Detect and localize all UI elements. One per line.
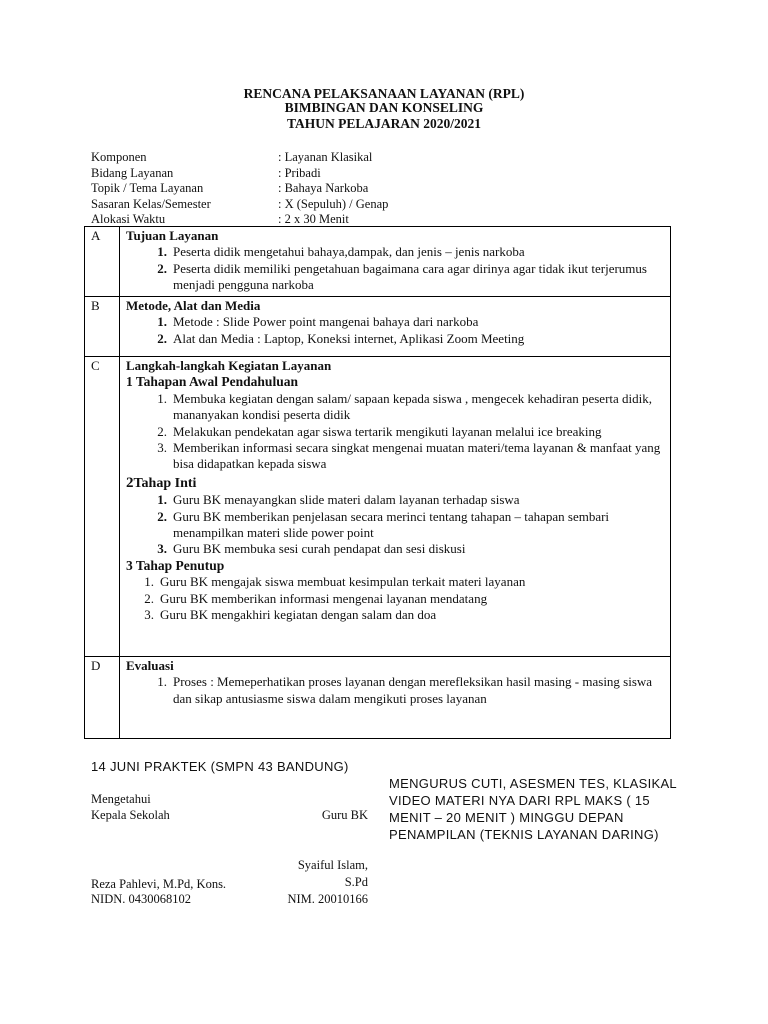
list-number: 1. [157, 314, 167, 330]
info-block [91, 150, 388, 228]
section-letter: D [85, 657, 120, 739]
stage-title: 1 Tahapan Awal Pendahuluan [126, 374, 298, 390]
info-key: Komponen [91, 150, 147, 164]
list-text: Membuka kegiatan dengan salam/ sapaan kepada siswa , mengecek kehadiran peserta didik, mananyakan kondisi peserta didik [173, 390, 653, 423]
list-item [126, 509, 664, 542]
section-letter: B [85, 297, 120, 357]
list-item [126, 607, 664, 623]
info-row [91, 197, 388, 213]
list-number: 2. [157, 423, 167, 439]
list-text: Memberikan informasi secara singkat mengenai muatan materi/tema layanan & manfaat yang bisa didapatkan kepada siswa [173, 440, 661, 472]
list-number: 2. [157, 260, 167, 276]
list-item [126, 424, 664, 440]
info-key: Topik / Tema Layanan [91, 181, 204, 195]
list-number: 3. [157, 440, 167, 456]
sign-kepala-name: Reza Pahlevi, M.Pd, Kons. [91, 877, 227, 891]
info-value: : Pribadi [278, 165, 321, 180]
rpl-table [84, 226, 671, 739]
list-text: Guru BK mengakhiri kegiatan dengan salam dan doa [160, 607, 437, 623]
list-item [126, 591, 664, 607]
list-text: Metode : Slide Power point mangenai bahaya dari narkoba [173, 314, 479, 330]
section-row-c [85, 357, 671, 657]
stage-title [126, 475, 664, 492]
info-key: Alokasi Waktu [91, 212, 166, 226]
section-content [120, 357, 671, 657]
section-row-b [85, 297, 671, 357]
list-text: Guru BK memberikan informasi mengenai layanan mendatang [160, 590, 488, 606]
section-heading: Tujuan Layanan [126, 228, 219, 243]
sign-kepala-id: NIDN. 0430068102 [91, 892, 191, 906]
list-item [126, 674, 664, 707]
list-text: Guru BK mengajak siswa membuat kesimpulan terkait materi layanan [160, 574, 526, 590]
list-item [126, 492, 664, 508]
section-heading: Evaluasi [126, 658, 174, 673]
list-number: 3. [144, 607, 154, 623]
sign-mengetahui: Mengetahui [91, 792, 151, 806]
list-number: 1. [157, 492, 167, 508]
info-value: : X (Sepuluh) / Genap [278, 196, 389, 211]
info-key: Sasaran Kelas/Semester [91, 196, 211, 211]
list-text: Peserta didik memiliki pengetahuan bagaimana cara agar dirinya agar tidak ikut terjerumus menjadi pengguna narkoba [173, 260, 647, 293]
list-text: Guru BK memberikan penjelasan secara merinci tentang tahapan – tahapan sembari menampilkan materi slide power point [173, 508, 610, 541]
list-number: 2. [157, 508, 167, 524]
list-number: 1. [144, 574, 154, 590]
section-content [120, 227, 671, 297]
list-item [126, 314, 664, 330]
sign-guru-id: NIM. 20010166 [287, 892, 368, 906]
stage-number: 2 [126, 474, 134, 491]
section-content [120, 297, 671, 357]
list-number: 2. [144, 590, 154, 606]
sign-guru-name-2: S.Pd [344, 875, 368, 889]
list-item [126, 541, 664, 557]
info-key: Bidang Layanan [91, 165, 174, 180]
info-row [91, 181, 388, 197]
list-item [126, 331, 664, 347]
list-text: Guru BK menayangkan slide materi dalam layanan terhadap siswa [173, 492, 520, 508]
sign-guru-name-1: Syaiful Islam, [297, 858, 368, 872]
side-note: MENGURUS CUTI, ASESMEN TES, KLASIKAL VIDEO MATERI NYA DARI RPL MAKS ( 15 MENIT – 20 MENIT ) MINGGU DEPAN PENAMPILAN (TEKNIS LAYANAN DARING) [389, 776, 677, 842]
list-item [126, 244, 664, 260]
info-value: : Layanan Klasikal [278, 150, 373, 164]
section-letter: C [85, 357, 120, 657]
list-text: Melakukan pendekatan agar siswa tertarik mengikuti layanan melalui ice breaking [173, 423, 602, 439]
list-number: 3. [157, 541, 167, 557]
info-row [91, 166, 388, 182]
section-letter: A [85, 227, 120, 297]
list-text: Guru BK membuka sesi curah pendapat dan sesi diskusi [173, 541, 466, 557]
list-item [126, 261, 664, 294]
practice-note: 14 JUNI PRAKTEK (SMPN 43 BANDUNG) [91, 759, 349, 774]
title-line-2: BIMBINGAN DAN KONSELING [284, 100, 484, 115]
section-heading: Langkah-langkah Kegiatan Layanan [126, 358, 332, 373]
info-row [91, 150, 388, 166]
title-line-3: TAHUN PELAJARAN 2020/2021 [286, 116, 481, 131]
list-text: Alat dan Media : Laptop, Koneksi internet, Aplikasi Zoom Meeting [173, 330, 525, 346]
stage-title: 3 Tahap Penutup [126, 557, 225, 573]
list-text: Peserta didik mengetahui bahaya,dampak, dan jenis – jenis narkoba [173, 244, 525, 260]
info-value: : 2 x 30 Menit [278, 212, 349, 226]
list-item [126, 440, 664, 473]
section-content [120, 657, 671, 739]
list-number: 1. [157, 674, 167, 690]
list-number: 2. [157, 330, 167, 346]
sign-guru-label: Guru BK [321, 808, 368, 822]
section-row-a [85, 227, 671, 297]
list-item [126, 574, 664, 590]
list-item [126, 391, 664, 424]
info-value: : Bahaya Narkoba [278, 181, 369, 195]
section-heading: Metode, Alat dan Media [126, 298, 261, 313]
title-line-1: RENCANA PELAKSANAAN LAYANAN (RPL) [243, 86, 525, 101]
stage-label: Tahap Inti [133, 475, 197, 491]
list-text: Proses : Memeperhatikan proses layanan dengan merefleksikan hasil masing - masing siswa dan sikap antusiasme siswa dalam mengikuti proses layanan [173, 674, 653, 706]
list-number: 1. [157, 244, 167, 260]
section-row-d [85, 657, 671, 739]
sign-kepala-label: Kepala Sekolah [91, 808, 170, 822]
list-number: 1. [157, 390, 167, 406]
